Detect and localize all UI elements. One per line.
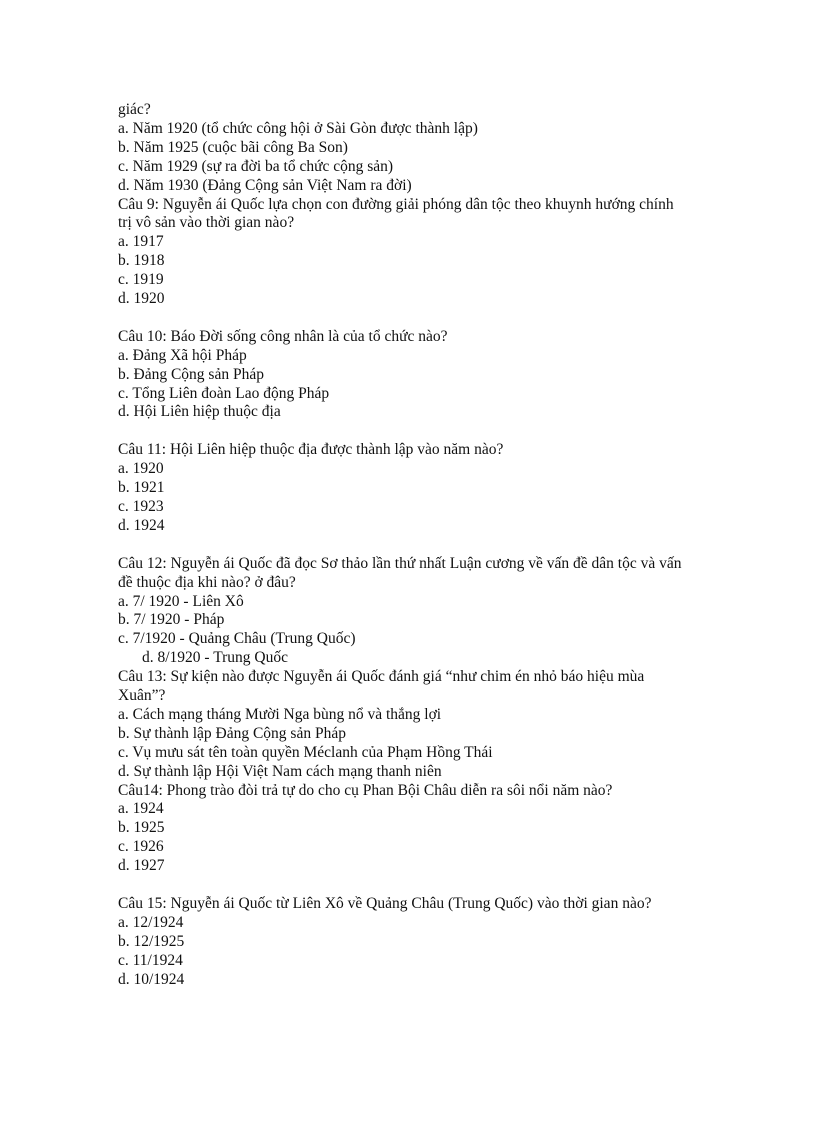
option-c: c. Năm 1929 (sự ra đời ba tổ chức cộng sản) xyxy=(118,157,394,175)
option-b: b. Năm 1925 (cuộc bãi công Ba Son) xyxy=(118,138,348,156)
option-b: b. Đảng Cộng sản Pháp xyxy=(118,365,264,383)
question-12 xyxy=(118,555,758,668)
option-a: a. 1917 xyxy=(118,233,164,251)
option-d: d. 1924 xyxy=(118,516,165,534)
option-c: c. 7/1920 - Quảng Châu (Trung Quốc) xyxy=(118,630,356,648)
option-a: a. 7/ 1920 - Liên Xô xyxy=(118,592,244,610)
option-a: a. Năm 1920 (tổ chức công hội ở Sài Gòn được thành lập) xyxy=(118,119,478,137)
option-a: a. Cách mạng tháng Mười Nga bùng nổ và thắng lợi xyxy=(118,705,442,723)
option-b: b. 7/ 1920 - Pháp xyxy=(118,611,225,629)
question-9 xyxy=(118,196,758,309)
question-text: Câu 15: Nguyễn ái Quốc từ Liên Xô về Quảng Châu (Trung Quốc) vào thời gian nào? xyxy=(118,895,652,912)
option-a: a. 1924 xyxy=(118,800,164,818)
question-text: Câu 13: Sự kiện nào được Nguyễn ái Quốc đánh giá “như chim én nhỏ báo hiệu mùa xyxy=(118,668,645,686)
option-c: c. 1919 xyxy=(118,271,164,289)
question-text-continued: đề thuộc địa khi nào? ở đâu? xyxy=(118,573,296,591)
option-b: b. 1918 xyxy=(118,252,165,270)
option-d: d. 1920 xyxy=(118,290,165,308)
option-c: c. 11/1924 xyxy=(118,951,183,969)
option-a: a. 12/1924 xyxy=(118,913,184,931)
option-d: d. 10/1924 xyxy=(118,970,185,988)
question-8 xyxy=(118,101,758,196)
option-d: d. 1927 xyxy=(118,857,165,875)
question-text-continued: trị vô sản vào thời gian nào? xyxy=(118,214,295,232)
question-11 xyxy=(118,441,758,536)
option-d: d. 8/1920 - Trung Quốc xyxy=(142,649,288,667)
document-page xyxy=(118,101,758,990)
option-b: b. 12/1925 xyxy=(118,932,185,950)
question-text: Câu 12: Nguyễn ái Quốc đã đọc Sơ thảo lần thứ nhất Luận cương về vấn đề dân tộc và vấn xyxy=(118,554,682,572)
question-text: giác? xyxy=(118,101,151,118)
spacer xyxy=(118,309,758,328)
question-10 xyxy=(118,328,758,423)
option-c: c. Tổng Liên đoàn Lao động Pháp xyxy=(118,384,330,402)
spacer xyxy=(118,536,758,555)
option-c: c. 1923 xyxy=(118,498,164,515)
question-text: Câu14: Phong trào đòi trả tự do cho cụ Phan Bội Châu diễn ra sôi nổi năm nào? xyxy=(118,781,613,799)
option-b: b. 1925 xyxy=(118,819,165,837)
question-13 xyxy=(118,668,758,781)
option-b: b. Sự thành lập Đảng Cộng sản Pháp xyxy=(118,724,346,742)
option-d: d. Năm 1930 (Đảng Cộng sản Việt Nam ra đời) xyxy=(118,176,412,194)
spacer xyxy=(118,876,758,895)
question-text: Câu 9: Nguyễn ái Quốc lựa chọn con đường giải phóng dân tộc theo khuynh hướng chính xyxy=(118,195,674,213)
option-a: a. Đảng Xã hội Pháp xyxy=(118,346,247,364)
option-a: a. 1920 xyxy=(118,460,164,478)
question-text-continued: Xuân”? xyxy=(118,687,166,705)
option-b: b. 1921 xyxy=(118,479,165,497)
option-d: d. Hội Liên hiệp thuộc địa xyxy=(118,403,281,421)
option-d: d. Sự thành lập Hội Việt Nam cách mạng thanh niên xyxy=(118,762,442,780)
question-14 xyxy=(118,782,758,877)
question-text: Câu 10: Báo Đời sống công nhân là của tổ chức nào? xyxy=(118,327,448,345)
option-c: c. 1926 xyxy=(118,838,164,856)
option-c: c. Vụ mưu sát tên toàn quyền Méclanh của Phạm Hồng Thái xyxy=(118,743,493,761)
question-15 xyxy=(118,895,758,990)
question-text: Câu 11: Hội Liên hiệp thuộc địa được thành lập vào năm nào? xyxy=(118,441,504,459)
spacer xyxy=(118,422,758,441)
